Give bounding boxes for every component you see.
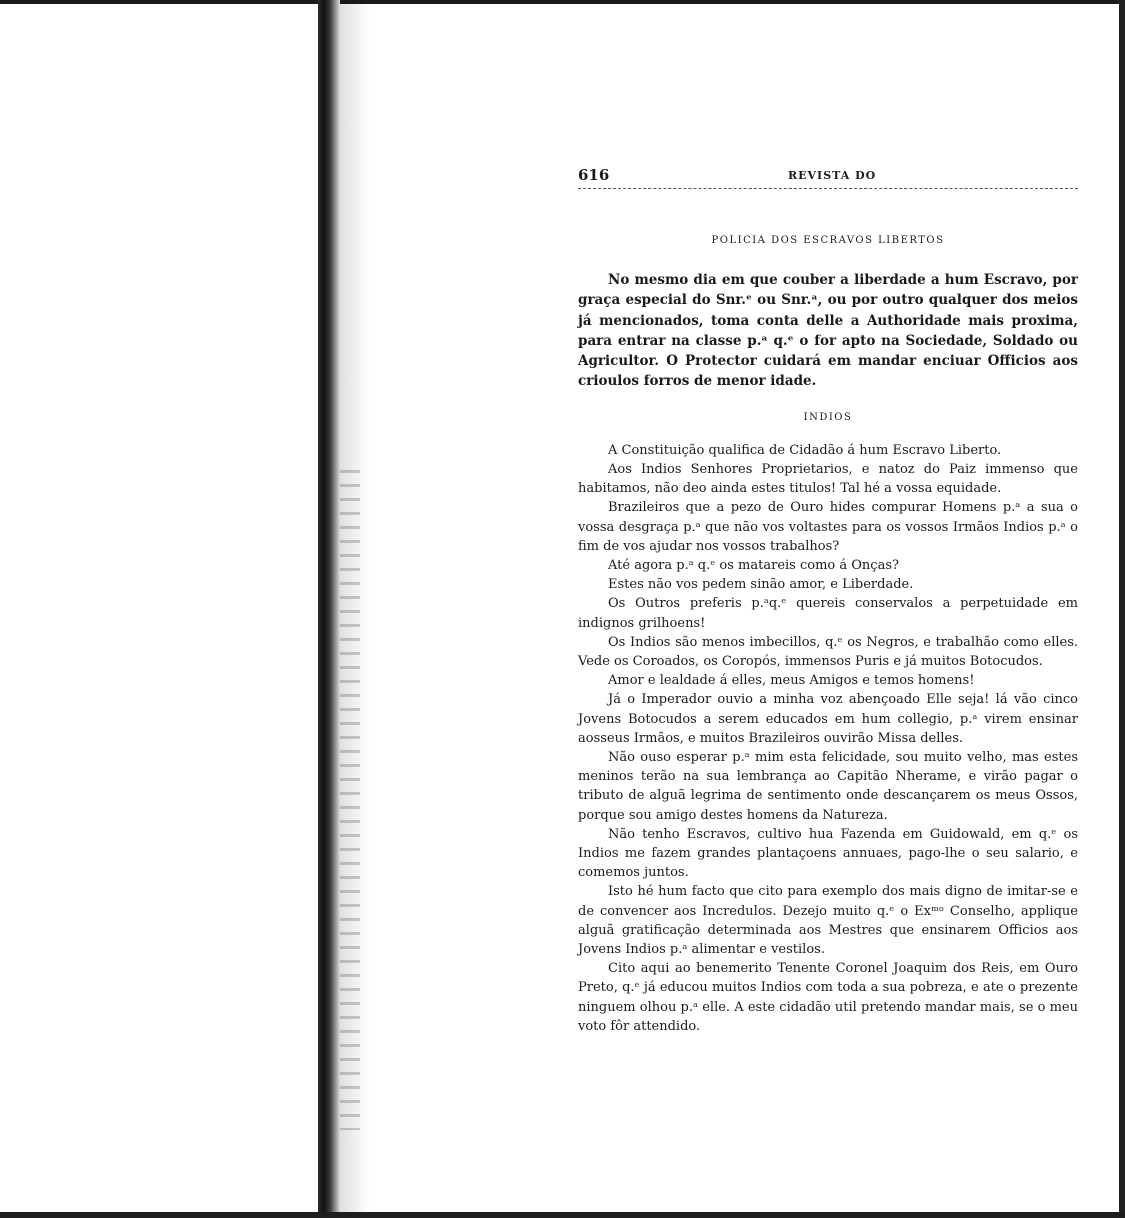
running-head: REVISTA DO: [788, 169, 877, 182]
paragraph-indios: Os Indios são menos imbecillos, q.ᵉ os Negros, e trabalhão como elles. Vede os Coroados, os Coropós, immensos Puris e já muitos Botocudos.: [578, 634, 1078, 670]
paragraph-indios: Não tenho Escravos, cultivo hua Fazenda em Guidowald, em q.ᵉ os Indios me fazem grandes plantaçoens annuaes, pago-lhe o seu salario, e comemos juntos.: [578, 826, 1078, 881]
paragraph-indios: Aos Indios Senhores Proprietarios, e natoz do Paiz immenso que habitamos, não deo ainda estes titulos! Tal hé a vossa equidade.: [578, 461, 1078, 497]
page-header: [578, 166, 1078, 189]
paragraph-indios: Brazileiros que a pezo de Ouro hides compurar Homens p.ᵃ a sua o vossa desgraça p.ᵃ que não vos voltastes para os vossos Irmãos Indios p.ᵃ o fim de vos ajudar nos vossos trabalhos?: [578, 500, 1078, 554]
paragraph-indios: Já o Imperador ouvio a minha voz abençoado Elle seja! lá vão cinco Jovens Botocudos a serem educados em hum collegio, p.ᵃ virem ensinar aosseus Irmãos, e muitos Brazileiros ouvirão Missa delles.: [578, 692, 1078, 746]
section-title-escravos: POLICIA DOS ESCRAVOS LIBERTOS: [711, 235, 945, 246]
scan-right-edge: [1119, 0, 1125, 1218]
paragraph-indios: Até agora p.ᵃ q.ᵉ os matareis como á Onças?: [608, 558, 899, 573]
paragraph-indios: Estes não vos pedem sinão amor, e Liberdade.: [608, 577, 914, 593]
paragraph-indios: Não ouso esperar p.ᵃ mim esta felicidade, sou muito velho, mas estes meninos terão na sua lembrança ao Capitão Nherame, e virão pagar o tributo de alguã legrima de sentimento onde descançarem os meus Ossos, porque sou amigo destes homens da Natureza.: [578, 750, 1078, 823]
paragraph-indios: Cito aqui ao benemerito Tenente Coronel Joaquim dos Reis, em Ouro Preto, q.ᵉ já educou muitos Indios com toda a sua pobreza, e ate o prezente ninguem olhou p.ᵃ elle. A este cidadão util pretendo mandar mais, se o meu voto fôr attendido.: [578, 961, 1078, 1034]
gutter-bleed-marks: [340, 470, 360, 1130]
paragraph-indios: Isto hé hum facto que cito para exemplo dos mais digno de imitar-se e de convencer aos Incredulos. Dezejo muito q.ᵉ o Exᵐᵒ Conselho, applique alguã gratificação determinada aos Mestres que ensinarem Officios aos Jovens Indios p.ᵃ alimentar e vestilos.: [578, 884, 1078, 958]
scan-bottom-edge: [0, 1212, 1125, 1218]
section-title-indios: INDIOS: [803, 411, 853, 423]
document-page: [578, 166, 1078, 1036]
page-number: 616: [578, 166, 610, 184]
paragraph-indios: A Constituição qualifica de Cidadão á hum Escravo Liberto.: [608, 442, 1002, 458]
paragraph-indios: Amor e lealdade á elles, meus Amigos e temos homens!: [608, 673, 975, 689]
paragraph-escravos: No mesmo dia em que couber a liberdade a hum Escravo, por graça especial do Snr.ᵉ ou Snr.ᵃ, ou por outro qualquer dos meios já mencionados, toma conta delle a Authoridade mais proxima, para entrar na classe p.ᵃ q.ᵉ o for apto na Sociedade, Soldado ou Agricultor. O Protector cuidará em mandar enciuar Officios aos crioulos forros de menor idade.: [578, 272, 1078, 390]
book-spine: [318, 0, 340, 1218]
paragraph-indios: Os Outros preferis p.ᵃq.ᵉ quereis conservalos a perpetuidade em indignos grilhoens!: [578, 596, 1078, 631]
scan-top-edge: [0, 0, 1125, 4]
